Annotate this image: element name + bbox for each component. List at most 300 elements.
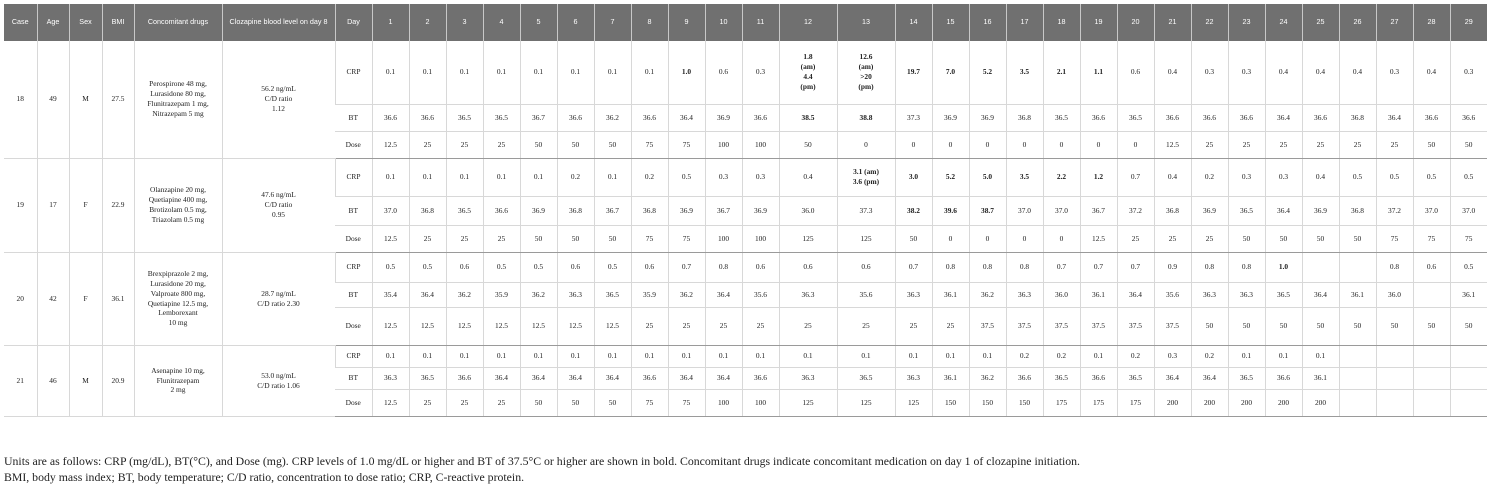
day-value-cell: 0.2 xyxy=(557,158,594,196)
concomitant-drugs-cell: Olanzapine 20 mg, Quetiapine 400 mg, Brotizolam 0.5 mg, Triazolam 0.5 mg xyxy=(134,158,222,252)
day-value-cell: 36.6 xyxy=(1080,367,1117,389)
case-number: 21 xyxy=(4,345,37,416)
day-value-cell: 1.8 (am) 4.4 (pm) xyxy=(779,41,837,104)
column-header: 4 xyxy=(483,4,520,41)
day-value-cell: 200 xyxy=(1191,389,1228,416)
day-value-cell: 0.1 xyxy=(1080,345,1117,367)
day-value-cell: 36.5 xyxy=(1265,282,1302,307)
day-value-cell: 36.8 xyxy=(1154,196,1191,225)
day-value-cell: 175 xyxy=(1043,389,1080,416)
day-value-cell: 125 xyxy=(779,389,837,416)
column-header: 9 xyxy=(668,4,705,41)
day-value-cell: 36.1 xyxy=(932,282,969,307)
day-value-cell xyxy=(1339,252,1376,282)
day-value-cell: 50 xyxy=(1265,307,1302,345)
day-value-cell: 0.5 xyxy=(1413,158,1450,196)
column-header: 12 xyxy=(779,4,837,41)
day-value-cell: 0.3 xyxy=(1450,41,1487,104)
day-value-cell: 0.3 xyxy=(705,158,742,196)
day-value-cell: 36.1 xyxy=(932,367,969,389)
day-value-cell: 25 xyxy=(409,389,446,416)
day-value-cell: 0.1 xyxy=(446,345,483,367)
day-value-cell: 37.3 xyxy=(895,104,932,131)
day-value-cell: 75 xyxy=(1413,225,1450,252)
day-value-cell: 0.5 xyxy=(1376,158,1413,196)
column-header: BMI xyxy=(102,4,134,41)
column-header: 6 xyxy=(557,4,594,41)
measure-label: CRP xyxy=(335,41,372,104)
day-value-cell: 0.6 xyxy=(705,41,742,104)
day-value-cell: 0.8 xyxy=(1228,252,1265,282)
measure-label: CRP xyxy=(335,345,372,367)
day-value-cell: 38.2 xyxy=(895,196,932,225)
day-value-cell: 36.3 xyxy=(779,367,837,389)
day-value-cell: 12.5 xyxy=(557,307,594,345)
bmi-cell: 27.5 xyxy=(102,41,134,158)
day-value-cell: 25 xyxy=(668,307,705,345)
day-value-cell: 125 xyxy=(779,225,837,252)
day-value-cell: 200 xyxy=(1265,389,1302,416)
age-cell: 49 xyxy=(37,41,69,158)
day-value-cell: 25 xyxy=(1154,225,1191,252)
day-value-cell: 36.9 xyxy=(1191,196,1228,225)
column-header: 19 xyxy=(1080,4,1117,41)
day-value-cell: 37.0 xyxy=(372,196,409,225)
units-note: Units are as follows: CRP (mg/dL), BT(°C), and Dose (mg). CRP levels of 1.0 mg/dL or higher and BT of 37.5°C or higher are shown in bold. Concomitant drugs indicate concomitant medication on day 1 of clozapine initiation. xyxy=(4,454,1080,468)
day-value-cell: 0 xyxy=(1043,131,1080,158)
day-value-cell: 36.2 xyxy=(594,104,631,131)
day-value-cell: 0.5 xyxy=(1450,252,1487,282)
day-value-cell: 36.7 xyxy=(705,196,742,225)
day-value-cell: 50 xyxy=(1265,225,1302,252)
day-value-cell: 0 xyxy=(932,131,969,158)
day-value-cell: 5.2 xyxy=(932,158,969,196)
day-value-cell: 12.5 xyxy=(1154,131,1191,158)
day-value-cell: 25 xyxy=(1302,131,1339,158)
day-value-cell: 75 xyxy=(1450,225,1487,252)
day-value-cell: 36.9 xyxy=(1302,196,1339,225)
table-row xyxy=(4,41,1487,104)
day-value-cell: 37.5 xyxy=(1006,307,1043,345)
day-value-cell: 36.5 xyxy=(1228,367,1265,389)
day-value-cell: 36.1 xyxy=(1080,282,1117,307)
day-value-cell: 25 xyxy=(483,389,520,416)
day-value-cell: 125 xyxy=(837,225,895,252)
case-number: 18 xyxy=(4,41,37,158)
day-value-cell: 36.0 xyxy=(1376,282,1413,307)
day-value-cell: 0.1 xyxy=(895,345,932,367)
day-value-cell: 36.5 xyxy=(409,367,446,389)
day-value-cell: 2.1 xyxy=(1043,41,1080,104)
day-value-cell: 36.4 xyxy=(1265,104,1302,131)
day-value-cell: 37.2 xyxy=(1117,196,1154,225)
day-value-cell: 36.4 xyxy=(1302,282,1339,307)
column-header: 18 xyxy=(1043,4,1080,41)
day-value-cell: 0.7 xyxy=(1117,158,1154,196)
day-value-cell: 200 xyxy=(1228,389,1265,416)
day-value-cell: 0.8 xyxy=(1376,252,1413,282)
day-value-cell: 36.5 xyxy=(1043,367,1080,389)
clozapine-level-cell: 53.0 ng/mL C/D ratio 1.06 xyxy=(222,345,335,416)
day-value-cell: 0.4 xyxy=(779,158,837,196)
day-value-cell: 0.6 xyxy=(742,252,779,282)
day-value-cell: 36.4 xyxy=(1117,282,1154,307)
day-value-cell: 0.8 xyxy=(932,252,969,282)
clinical-course-table xyxy=(4,4,1487,417)
column-header: 10 xyxy=(705,4,742,41)
day-value-cell: 50 xyxy=(1228,225,1265,252)
table-row xyxy=(4,252,1487,282)
measure-label: CRP xyxy=(335,158,372,196)
column-header: 21 xyxy=(1154,4,1191,41)
day-value-cell: 35.6 xyxy=(1154,282,1191,307)
day-value-cell: 0 xyxy=(932,225,969,252)
day-value-cell: 50 xyxy=(1450,307,1487,345)
sex-cell: F xyxy=(69,158,102,252)
day-value-cell: 25 xyxy=(409,131,446,158)
clozapine-level-cell: 56.2 ng/mL C/D ratio 1.12 xyxy=(222,41,335,158)
day-value-cell: 37.5 xyxy=(1117,307,1154,345)
day-value-cell: 36.0 xyxy=(779,196,837,225)
bmi-cell: 22.9 xyxy=(102,158,134,252)
day-value-cell xyxy=(1376,367,1413,389)
day-value-cell: 0.1 xyxy=(594,345,631,367)
day-value-cell: 0.6 xyxy=(631,252,668,282)
day-value-cell: 0.7 xyxy=(1043,252,1080,282)
measure-label: BT xyxy=(335,282,372,307)
day-value-cell: 1.0 xyxy=(668,41,705,104)
day-value-cell: 36.2 xyxy=(668,282,705,307)
day-value-cell: 36.6 xyxy=(1265,367,1302,389)
day-value-cell: 36.5 xyxy=(1117,104,1154,131)
day-value-cell xyxy=(1413,367,1450,389)
day-value-cell: 36.9 xyxy=(932,104,969,131)
day-value-cell: 37.0 xyxy=(1413,196,1450,225)
day-value-cell: 100 xyxy=(742,225,779,252)
day-value-cell: 0 xyxy=(837,131,895,158)
day-value-cell: 0.1 xyxy=(594,41,631,104)
day-value-cell: 0.1 xyxy=(520,158,557,196)
day-value-cell: 36.3 xyxy=(557,282,594,307)
day-value-cell: 0.4 xyxy=(1302,158,1339,196)
day-value-cell: 36.6 xyxy=(742,104,779,131)
day-value-cell: 150 xyxy=(1006,389,1043,416)
day-value-cell xyxy=(1413,345,1450,367)
column-header: 20 xyxy=(1117,4,1154,41)
bmi-cell: 36.1 xyxy=(102,252,134,345)
day-value-cell: 36.3 xyxy=(1228,282,1265,307)
day-value-cell: 0.7 xyxy=(1080,252,1117,282)
day-value-cell: 36.6 xyxy=(631,367,668,389)
day-value-cell: 50 xyxy=(557,131,594,158)
day-value-cell: 12.5 xyxy=(1080,225,1117,252)
day-value-cell: 36.4 xyxy=(668,104,705,131)
day-value-cell: 0.3 xyxy=(1191,41,1228,104)
column-header: Case xyxy=(4,4,37,41)
day-value-cell: 38.8 xyxy=(837,104,895,131)
day-value-cell: 12.6 (am) >20 (pm) xyxy=(837,41,895,104)
day-value-cell: 36.6 xyxy=(1006,367,1043,389)
day-value-cell: 50 xyxy=(1376,307,1413,345)
day-value-cell: 36.5 xyxy=(837,367,895,389)
day-value-cell: 25 xyxy=(837,307,895,345)
day-value-cell: 0.1 xyxy=(409,345,446,367)
measure-label: Dose xyxy=(335,389,372,416)
day-value-cell: 3.5 xyxy=(1006,158,1043,196)
day-value-cell: 3.0 xyxy=(895,158,932,196)
day-value-cell: 25 xyxy=(631,307,668,345)
day-value-cell: 37.5 xyxy=(1080,307,1117,345)
day-value-cell: 25 xyxy=(1339,131,1376,158)
day-value-cell: 2.2 xyxy=(1043,158,1080,196)
day-value-cell: 0.1 xyxy=(409,158,446,196)
day-value-cell: 0.1 xyxy=(446,41,483,104)
day-value-cell: 25 xyxy=(1376,131,1413,158)
day-value-cell: 0.3 xyxy=(1228,158,1265,196)
column-header: 1 xyxy=(372,4,409,41)
column-header: 11 xyxy=(742,4,779,41)
day-value-cell: 25 xyxy=(779,307,837,345)
table-row xyxy=(4,158,1487,196)
day-value-cell: 100 xyxy=(705,389,742,416)
day-value-cell: 36.2 xyxy=(969,367,1006,389)
day-value-cell: 0.8 xyxy=(969,252,1006,282)
column-header: 25 xyxy=(1302,4,1339,41)
day-value-cell: 0.1 xyxy=(372,158,409,196)
column-header: 14 xyxy=(895,4,932,41)
day-value-cell: 50 xyxy=(594,225,631,252)
day-value-cell xyxy=(1450,345,1487,367)
day-value-cell: 5.2 xyxy=(969,41,1006,104)
day-value-cell: 125 xyxy=(895,389,932,416)
age-cell: 42 xyxy=(37,252,69,345)
day-value-cell: 0.6 xyxy=(446,252,483,282)
day-value-cell: 0.2 xyxy=(1043,345,1080,367)
column-header: 3 xyxy=(446,4,483,41)
abbreviations-note: BMI, body mass index; BT, body temperature; C/D ratio, concentration to dose ratio; CRP, C-reactive protein. xyxy=(4,470,525,484)
table-footnotes xyxy=(4,453,1454,485)
day-value-cell: 36.9 xyxy=(969,104,1006,131)
day-value-cell: 12.5 xyxy=(594,307,631,345)
day-value-cell: 36.2 xyxy=(969,282,1006,307)
concomitant-drugs-cell: Brexpiprazole 2 mg, Lurasidone 20 mg, Valproate 800 mg, Quetiapine 12.5 mg, Lemborexant 10 mg xyxy=(134,252,222,345)
day-value-cell: 36.5 xyxy=(1043,104,1080,131)
day-value-cell: 0.1 xyxy=(1265,345,1302,367)
day-value-cell: 36.6 xyxy=(1450,104,1487,131)
day-value-cell: 36.7 xyxy=(594,196,631,225)
day-value-cell: 0.1 xyxy=(837,345,895,367)
day-value-cell: 0.2 xyxy=(1191,158,1228,196)
day-value-cell: 0.1 xyxy=(668,345,705,367)
day-value-cell: 37.0 xyxy=(1006,196,1043,225)
day-value-cell: 0.1 xyxy=(557,345,594,367)
day-value-cell: 0.6 xyxy=(1117,41,1154,104)
day-value-cell: 0.9 xyxy=(1154,252,1191,282)
day-value-cell: 50 xyxy=(594,389,631,416)
column-header: Day xyxy=(335,4,372,41)
column-header: Concomitant drugs xyxy=(134,4,222,41)
day-value-cell xyxy=(1450,389,1487,416)
day-value-cell: 25 xyxy=(1191,225,1228,252)
day-value-cell: 25 xyxy=(742,307,779,345)
measure-label: BT xyxy=(335,104,372,131)
day-value-cell: 25 xyxy=(1228,131,1265,158)
clozapine-level-cell: 47.6 ng/mL C/D ratio 0.95 xyxy=(222,158,335,252)
day-value-cell: 200 xyxy=(1302,389,1339,416)
day-value-cell: 50 xyxy=(1413,307,1450,345)
day-value-cell: 0.5 xyxy=(668,158,705,196)
day-value-cell: 36.1 xyxy=(1339,282,1376,307)
day-value-cell: 36.6 xyxy=(446,367,483,389)
day-value-cell: 36.5 xyxy=(446,196,483,225)
day-value-cell: 25 xyxy=(409,225,446,252)
day-value-cell: 0.6 xyxy=(779,252,837,282)
day-value-cell: 0.1 xyxy=(932,345,969,367)
day-value-cell: 25 xyxy=(446,389,483,416)
day-value-cell xyxy=(1339,345,1376,367)
day-value-cell: 0.7 xyxy=(668,252,705,282)
day-value-cell: 36.4 xyxy=(409,282,446,307)
clinical-table-container xyxy=(4,4,1476,417)
day-value-cell: 50 xyxy=(557,225,594,252)
day-value-cell: 0.6 xyxy=(557,252,594,282)
column-header: 26 xyxy=(1339,4,1376,41)
day-value-cell: 36.9 xyxy=(742,196,779,225)
day-value-cell: 35.9 xyxy=(483,282,520,307)
day-value-cell: 3.1 (am) 3.6 (pm) xyxy=(837,158,895,196)
day-value-cell: 50 xyxy=(1302,307,1339,345)
day-value-cell: 36.6 xyxy=(557,104,594,131)
day-value-cell: 0.5 xyxy=(1339,158,1376,196)
day-value-cell: 36.5 xyxy=(446,104,483,131)
day-value-cell: 38.5 xyxy=(779,104,837,131)
day-value-cell: 36.5 xyxy=(483,104,520,131)
day-value-cell: 36.8 xyxy=(557,196,594,225)
day-value-cell: 0.1 xyxy=(1228,345,1265,367)
day-value-cell xyxy=(1376,389,1413,416)
day-value-cell: 150 xyxy=(969,389,1006,416)
day-value-cell: 25 xyxy=(1265,131,1302,158)
day-value-cell xyxy=(1413,282,1450,307)
day-value-cell: 0.7 xyxy=(1117,252,1154,282)
day-value-cell: 25 xyxy=(446,225,483,252)
table-body xyxy=(4,41,1487,416)
day-value-cell: 36.6 xyxy=(1191,104,1228,131)
day-value-cell: 50 xyxy=(895,225,932,252)
column-header: Age xyxy=(37,4,69,41)
day-value-cell: 1.0 xyxy=(1265,252,1302,282)
day-value-cell: 50 xyxy=(520,389,557,416)
column-header: 22 xyxy=(1191,4,1228,41)
day-value-cell: 0.1 xyxy=(705,345,742,367)
day-value-cell: 36.3 xyxy=(895,367,932,389)
day-value-cell: 0 xyxy=(895,131,932,158)
day-value-cell: 3.5 xyxy=(1006,41,1043,104)
day-value-cell: 36.8 xyxy=(1339,196,1376,225)
day-value-cell: 36.5 xyxy=(1228,196,1265,225)
day-value-cell: 0 xyxy=(1006,131,1043,158)
day-value-cell: 36.4 xyxy=(1191,367,1228,389)
day-value-cell: 7.0 xyxy=(932,41,969,104)
day-value-cell: 36.5 xyxy=(1117,367,1154,389)
day-value-cell: 36.1 xyxy=(1450,282,1487,307)
column-header: 28 xyxy=(1413,4,1450,41)
day-value-cell: 36.2 xyxy=(446,282,483,307)
day-value-cell: 0.2 xyxy=(1191,345,1228,367)
day-value-cell: 0.3 xyxy=(1228,41,1265,104)
day-value-cell: 0.1 xyxy=(520,345,557,367)
day-value-cell: 0.6 xyxy=(837,252,895,282)
day-value-cell: 25 xyxy=(705,307,742,345)
day-value-cell: 50 xyxy=(1339,225,1376,252)
day-value-cell: 0.3 xyxy=(1376,41,1413,104)
bmi-cell: 20.9 xyxy=(102,345,134,416)
day-value-cell: 75 xyxy=(631,225,668,252)
day-value-cell: 36.4 xyxy=(520,367,557,389)
day-value-cell: 0.2 xyxy=(631,158,668,196)
day-value-cell: 50 xyxy=(779,131,837,158)
day-value-cell: 0 xyxy=(1080,131,1117,158)
day-value-cell: 36.3 xyxy=(895,282,932,307)
day-value-cell: 100 xyxy=(705,225,742,252)
day-value-cell: 37.2 xyxy=(1376,196,1413,225)
column-header: Clozapine blood level on day 8 xyxy=(222,4,335,41)
day-value-cell: 50 xyxy=(1413,131,1450,158)
sex-cell: F xyxy=(69,252,102,345)
day-value-cell: 150 xyxy=(932,389,969,416)
day-value-cell: 36.6 xyxy=(631,104,668,131)
day-value-cell: 36.6 xyxy=(1080,104,1117,131)
day-value-cell: 36.8 xyxy=(1006,104,1043,131)
day-value-cell: 25 xyxy=(895,307,932,345)
day-value-cell: 50 xyxy=(594,131,631,158)
day-value-cell: 0.1 xyxy=(520,41,557,104)
day-value-cell: 50 xyxy=(520,131,557,158)
day-value-cell: 0.5 xyxy=(594,252,631,282)
column-header: 5 xyxy=(520,4,557,41)
day-value-cell: 50 xyxy=(1450,131,1487,158)
day-value-cell: 12.5 xyxy=(446,307,483,345)
day-value-cell: 37.0 xyxy=(1450,196,1487,225)
column-header: Sex xyxy=(69,4,102,41)
day-value-cell: 0.3 xyxy=(742,158,779,196)
day-value-cell: 50 xyxy=(1339,307,1376,345)
day-value-cell: 36.9 xyxy=(520,196,557,225)
day-value-cell: 0.8 xyxy=(1006,252,1043,282)
column-header: 7 xyxy=(594,4,631,41)
day-value-cell: 0.5 xyxy=(1450,158,1487,196)
measure-label: Dose xyxy=(335,131,372,158)
column-header: 23 xyxy=(1228,4,1265,41)
day-value-cell: 36.0 xyxy=(1043,282,1080,307)
day-value-cell: 37.5 xyxy=(1154,307,1191,345)
day-value-cell: 36.6 xyxy=(1154,104,1191,131)
day-value-cell xyxy=(1413,389,1450,416)
day-value-cell: 12.5 xyxy=(372,225,409,252)
day-value-cell: 50 xyxy=(1191,307,1228,345)
day-value-cell: 37.5 xyxy=(969,307,1006,345)
day-value-cell: 0.8 xyxy=(705,252,742,282)
day-value-cell: 25 xyxy=(483,225,520,252)
day-value-cell: 0.1 xyxy=(779,345,837,367)
case-number: 19 xyxy=(4,158,37,252)
column-header: 13 xyxy=(837,4,895,41)
day-value-cell: 36.4 xyxy=(705,282,742,307)
day-value-cell: 0.1 xyxy=(631,345,668,367)
day-value-cell: 50 xyxy=(557,389,594,416)
case-number: 20 xyxy=(4,252,37,345)
day-value-cell: 36.6 xyxy=(1228,104,1265,131)
